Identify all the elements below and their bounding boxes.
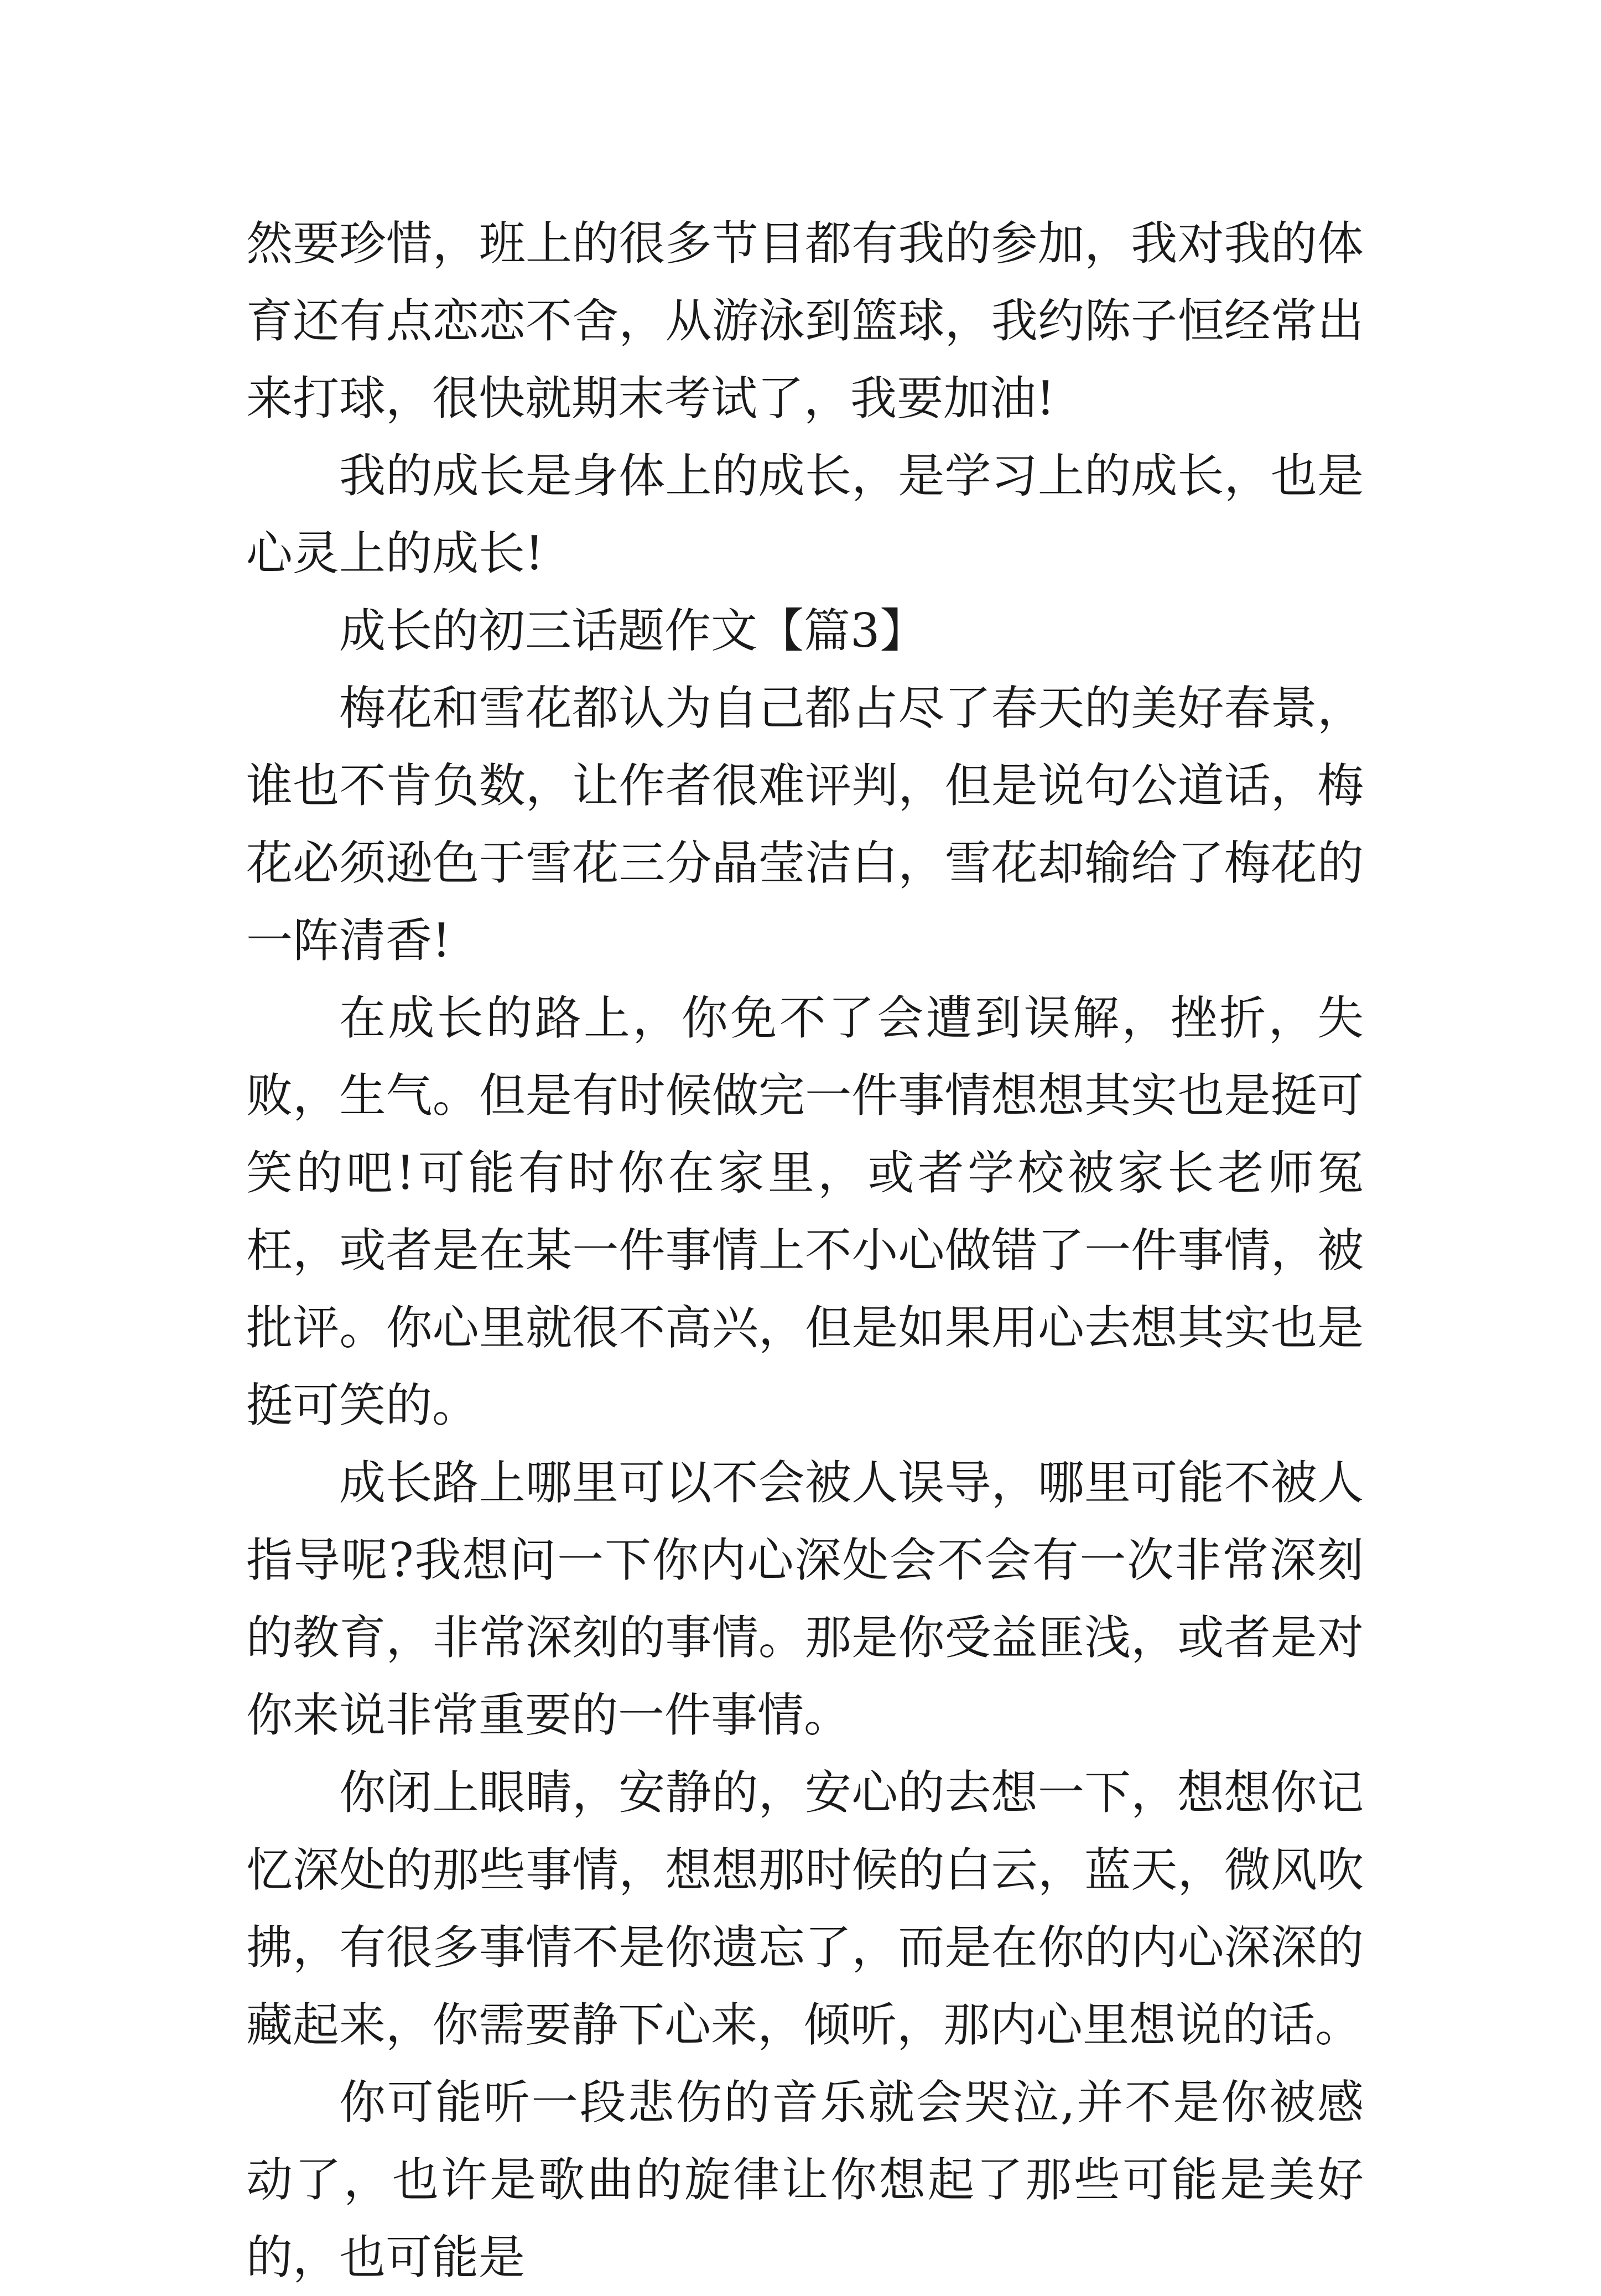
section-heading: 成长的初三话题作文【篇3】: [339, 604, 927, 658]
paragraph-guidance: 成长路上哪里可以不会被人误导，哪里可能不被人指导呢?我想问一下你内心深处会不会有一次非常深刻的教育，非常深刻的事情。那是你受益匪浅，或者是对你来说非常重要的一件事情。: [246, 1456, 1364, 1742]
paragraph-close-eyes: 你闭上眼睛，安静的，安心的去想一下，想想你记忆深处的那些事情，想想那时候的白云，蓝天，微风吹拂，有很多事情不是你遗忘了，而是在你的内心深深的藏起来，你需要静下心来，倾听，那内心里想说的话。: [246, 1765, 1364, 2052]
paragraph-growth-summary: 我的成长是身体上的成长，是学习上的成长，也是心灵上的成长!: [246, 449, 1364, 580]
paragraph-road-of-growth: 在成长的路上，你免不了会遭到误解，挫折，失败，生气。但是有时候做完一件事情想想其实也是挺可笑的吧!可能有时你在家里，或者学校被家长老师冤枉，或者是在某一件事情上不小心做错了一件事情，被批评。你心里就很不高兴，但是如果用心去想其实也是挺可笑的。: [246, 991, 1364, 1432]
document-body: [246, 205, 1364, 2296]
paragraph-plum-snow: 梅花和雪花都认为自己都占尽了春天的美好春景，谁也不肯负数，让作者很难评判，但是说句公道话，梅花必须逊色于雪花三分晶莹洁白，雪花却输给了梅花的一阵清香!: [246, 681, 1364, 968]
paragraph-music: 你可能听一段悲伤的音乐就会哭泣,并不是你被感动了，也许是歌曲的旋律让你想起了那些可能是美好的，也可能是: [246, 2075, 1364, 2284]
paragraph-continuation: 然要珍惜，班上的很多节目都有我的参加，我对我的体育还有点恋恋不舍，从游泳到篮球，我约陈子恒经常出来打球，很快就期末考试了，我要加油!: [246, 216, 1364, 425]
